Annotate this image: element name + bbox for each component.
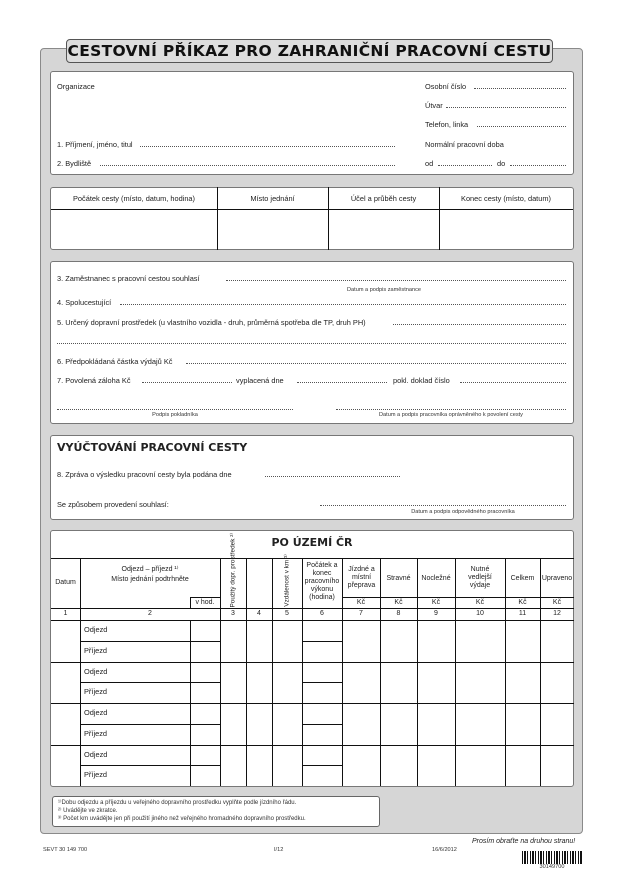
footnote-1: ¹⁾Dobu odjezdu a příjezdu u veřejného dopravního prostředku vyplňte podle jízdního řádu. xyxy=(58,800,297,806)
prijezd-label: Příjezd xyxy=(84,687,108,697)
prijmeni-label: 1. Příjmení, jméno, titul xyxy=(57,140,133,149)
trip-header-pocatek: Počátek cesty (místo, datum, hodina) xyxy=(73,194,195,203)
header-celkem: Celkem xyxy=(510,575,535,582)
grid-line xyxy=(51,558,574,559)
column-number: 8 xyxy=(396,610,401,617)
utvar-field[interactable] xyxy=(446,107,566,108)
organizace-label: Organizace xyxy=(57,82,95,91)
prijmeni-field[interactable] xyxy=(140,146,395,147)
pocatek-divider xyxy=(302,641,342,642)
responsible-signature-field[interactable] xyxy=(320,505,566,506)
do-field[interactable] xyxy=(510,165,566,166)
header-noclezne: Nocležné xyxy=(421,575,451,582)
column-number: 7 xyxy=(359,610,363,617)
pocatek-divider xyxy=(302,724,342,725)
od-field[interactable] xyxy=(438,165,492,166)
f7-vyplacena-field[interactable] xyxy=(297,382,387,383)
prijezd-label: Příjezd xyxy=(84,645,108,655)
turn-over-note: Prosím obraťte na druhou stranu! xyxy=(472,838,576,845)
row-divider xyxy=(51,745,574,746)
telefon-field[interactable] xyxy=(477,126,566,127)
header-upraveno: Upraveno xyxy=(541,575,573,582)
grid-line xyxy=(80,558,81,786)
f7-zaloha-field[interactable] xyxy=(142,382,232,383)
f8-field[interactable] xyxy=(265,476,400,477)
currency-label: Kč xyxy=(394,599,403,606)
grid-line xyxy=(220,558,221,786)
currency-label: Kč xyxy=(475,599,485,606)
page-indicator: I/12 xyxy=(274,847,284,853)
barcode-number: 30149700 xyxy=(539,864,565,870)
f7-doklad-field[interactable] xyxy=(460,382,566,383)
pokladnik-caption: Podpis pokladníka xyxy=(152,412,198,418)
grid-line xyxy=(190,597,220,598)
trip-cell-konec[interactable] xyxy=(440,210,572,249)
form-date: 16/6/2012 xyxy=(432,847,457,853)
header-pouzity: Použitý dopr. prostředek ²⁾ xyxy=(229,533,237,608)
pocatek-divider xyxy=(302,682,342,683)
trip-cell-pocatek[interactable] xyxy=(52,210,216,249)
f7-doklad-label: pokl. doklad číslo xyxy=(393,376,450,385)
datum-cell[interactable] xyxy=(52,621,79,661)
header-pocatek: Počátek a konec pracovního výkonu (hodina) xyxy=(304,562,340,601)
datum-cell[interactable] xyxy=(52,746,79,786)
header-nutne: Nutné vedlejší výdaje xyxy=(468,566,492,589)
trip-cell-misto[interactable] xyxy=(218,210,327,249)
f5-field[interactable] xyxy=(393,324,566,325)
utvar-label: Útvar xyxy=(425,101,443,110)
odjezd-label: Odjezd xyxy=(84,666,108,676)
column-number: 3 xyxy=(231,610,235,617)
grid-line xyxy=(417,558,418,786)
settlement-title: VYÚČTOVÁNÍ PRACOVNÍ CESTY xyxy=(57,441,248,454)
currency-label: Kč xyxy=(552,599,562,606)
row-divider xyxy=(51,703,574,704)
column-number: 11 xyxy=(518,610,527,617)
f6-label: 6. Předpokládaná částka výdajů Kč xyxy=(57,357,173,366)
pokladnik-signature-field[interactable] xyxy=(57,409,293,410)
column-number: 9 xyxy=(434,610,438,617)
column-number: 2 xyxy=(148,610,152,617)
authorizer-caption: Datum a podpis pracovníka oprávněného k povolení cesty xyxy=(379,412,523,418)
datum-cell[interactable] xyxy=(52,704,79,744)
column-number: 12 xyxy=(553,610,561,617)
currency-label: Kč xyxy=(431,599,441,606)
f6-field[interactable] xyxy=(186,363,566,364)
grid-line xyxy=(380,558,381,786)
domestic-title: PO ÚZEMÍ ČR xyxy=(271,536,353,549)
f3-label: 3. Zaměstnanec s pracovní cestou souhlasí xyxy=(57,274,200,283)
authorizer-signature-field[interactable] xyxy=(336,409,566,410)
odjezd-prijezd-divider xyxy=(80,765,220,766)
odjezd-label: Odjezd xyxy=(84,625,108,634)
osobni-cislo-field[interactable] xyxy=(474,88,566,89)
f4-field[interactable] xyxy=(120,304,566,305)
barcode xyxy=(522,851,582,864)
column-number: 6 xyxy=(320,610,324,617)
odjezd-label: Odjezd xyxy=(84,749,108,759)
grid-line xyxy=(342,558,343,786)
column-number: 10 xyxy=(476,610,484,617)
trip-header-ucel: Účel a průběh cesty xyxy=(350,194,417,203)
odjezd-label: Odjezd xyxy=(84,708,108,717)
form-title: CESTOVNÍ PŘÍKAZ PRO ZAHRANIČNÍ PRACOVNÍ CESTU xyxy=(66,39,553,63)
row-divider xyxy=(51,662,574,663)
grid-line xyxy=(455,558,456,786)
personal-info-box xyxy=(50,71,574,175)
f3-field[interactable] xyxy=(226,280,566,281)
telefon-label: Telefon, linka xyxy=(425,120,469,129)
trip-header-konec: Konec cesty (místo, datum) xyxy=(461,194,551,203)
responsible-caption: Datum a podpis odpovědného pracovníka xyxy=(411,509,515,515)
f7-label: 7. Povolená záloha Kč xyxy=(57,376,131,385)
agree-label: Se způsobem provedení souhlasí: xyxy=(57,500,169,509)
header-stravne: Stravné xyxy=(386,575,411,582)
normalni-doba-label: Normální pracovní doba xyxy=(425,140,504,149)
grid-line xyxy=(51,608,574,609)
osobni-cislo-label: Osobní číslo xyxy=(425,82,467,91)
f7-vyplacena-label: vyplacená dne xyxy=(236,376,284,385)
grid-line xyxy=(272,558,273,786)
column-number: 5 xyxy=(285,610,289,617)
do-label: do xyxy=(497,159,506,168)
currency-label: Kč xyxy=(518,599,527,606)
f4-label: 4. Spolucestující xyxy=(57,298,112,307)
footnote-3: ³⁾ Počet km uvádějte jen při použití jiného než veřejného hromadného dopravního prostředku. xyxy=(58,816,306,822)
footnote-2: ²⁾ Uvádějte ve zkratce. xyxy=(58,808,118,814)
header-odjezd-line2: Místo jednání podtrhněte xyxy=(111,576,189,583)
grid-line xyxy=(246,558,247,786)
f3-caption: Datum a podpis zaměstnance xyxy=(347,287,422,293)
f8-label: 8. Zpráva o výsledku pracovní cesty byla podána dne xyxy=(57,470,232,479)
currency-label: Kč xyxy=(356,599,366,606)
pocatek-divider xyxy=(302,765,342,766)
header-datum: Datum xyxy=(55,579,76,586)
odjezd-prijezd-divider xyxy=(80,682,220,683)
datum-cell[interactable] xyxy=(52,663,79,703)
trip-cell-ucel[interactable] xyxy=(329,210,438,249)
form-code: SEVT 30 149 700 xyxy=(43,847,88,853)
header-vzdalenost: Vzdálenost v km ³⁾ xyxy=(283,554,291,607)
trip-header-misto: Místo jednání xyxy=(250,194,295,203)
header-odjezd-line1: Odjezd – příjezd ¹⁾ xyxy=(121,566,179,573)
bydliste-field[interactable] xyxy=(100,165,395,166)
header-jizdne: Jízdné a místní přeprava xyxy=(347,566,376,589)
odjezd-prijezd-divider xyxy=(80,641,220,642)
odjezd-prijezd-divider xyxy=(80,724,220,725)
column-number: 4 xyxy=(257,610,261,617)
prijezd-label: Příjezd xyxy=(84,770,108,780)
grid-line xyxy=(51,620,574,621)
f5-label: 5. Určený dopravní prostředek (u vlastního vozidla - druh, průměrná spotřeba dle TP, druh PH) xyxy=(57,318,366,327)
bydliste-label: 2. Bydliště xyxy=(57,159,92,168)
prijezd-label: Příjezd xyxy=(84,728,108,738)
header-v-hod: v hod. xyxy=(195,599,215,606)
grid-line xyxy=(505,558,506,786)
column-number: 1 xyxy=(63,610,68,617)
grid-line xyxy=(540,558,541,786)
od-label: od xyxy=(425,159,434,168)
f5-field-line2[interactable] xyxy=(57,343,566,344)
